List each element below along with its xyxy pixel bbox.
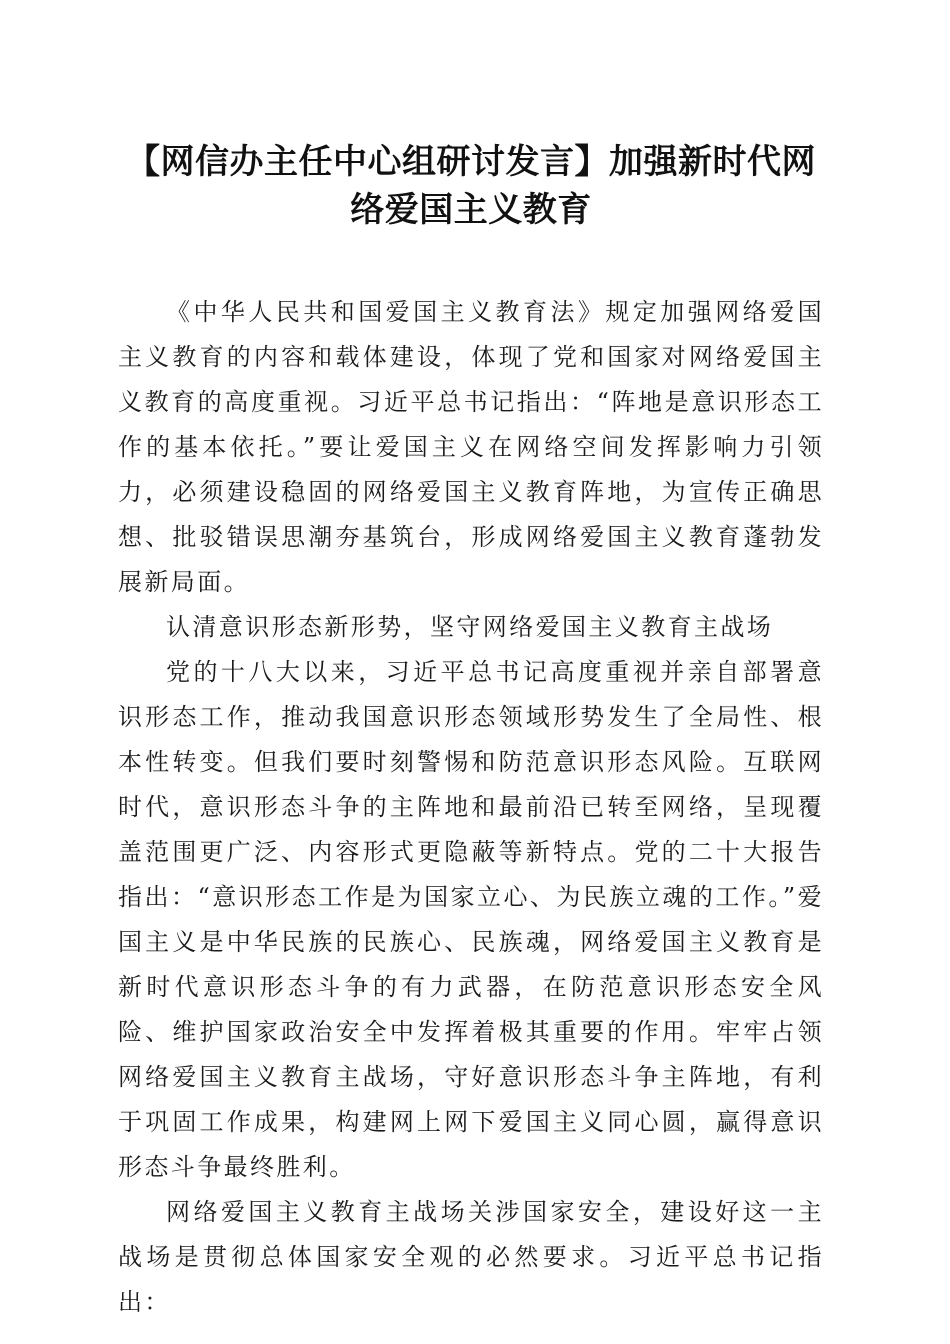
section-heading: 认清意识形态新形势，坚守网络爱国主义教育主战场 — [166, 613, 774, 641]
paragraph-ideology: 党的十八大以来，习近平总书记高度重视并亲自部署意识形态工作，推动我国意识形态领域形势发生了全局性、根本性转变。但我们要时刻警惕和防范意识形态风险。互联网时代，意识形态斗争的主阵地和最前沿已转至网络，呈现覆盖范围更广泛、内容形式更隐蔽等新特点。党的二十大报告指出：“意识形态工作是为国家立心、为民族立魂的工作。”爱国主义是中华民族的民族心、民族魂，网络爱国主义教育是新时代意识形态斗争的有力武器，在防范意识形态安全风险、维护国家政治安全中发挥着极其重要的作用。牢牢占领网络爱国主义教育主战场，守好意识形态斗争主阵地，有利于巩固工作成果，构建网上网下爱国主义同心圆，赢得意识形态斗争最终胜利。 — [118, 658, 824, 1181]
document-body — [118, 290, 824, 1325]
paragraph-security: 网络爱国主义教育主战场关涉国家安全，建设好这一主战场是贯彻总体国家安全观的必然要求。习近平总书记指出： — [118, 1198, 824, 1316]
document-title: 【网信办主任中心组研讨发言】加强新时代网络爱国主义教育 — [126, 142, 816, 230]
document-page — [118, 138, 824, 1325]
paragraph-intro: 《中华人民共和国爱国主义教育法》规定加强网络爱国主义教育的内容和载体建设，体现了党和国家对网络爱国主义教育的高度重视。习近平总书记指出：“阵地是意识形态工作的基本依托。”要让爱国主义在网络空间发挥影响力引领力，必须建设稳固的网络爱国主义教育阵地，为宣传正确思想、批驳错误思潮夯基筑台，形成网络爱国主义教育蓬勃发展新局面。 — [118, 298, 824, 596]
